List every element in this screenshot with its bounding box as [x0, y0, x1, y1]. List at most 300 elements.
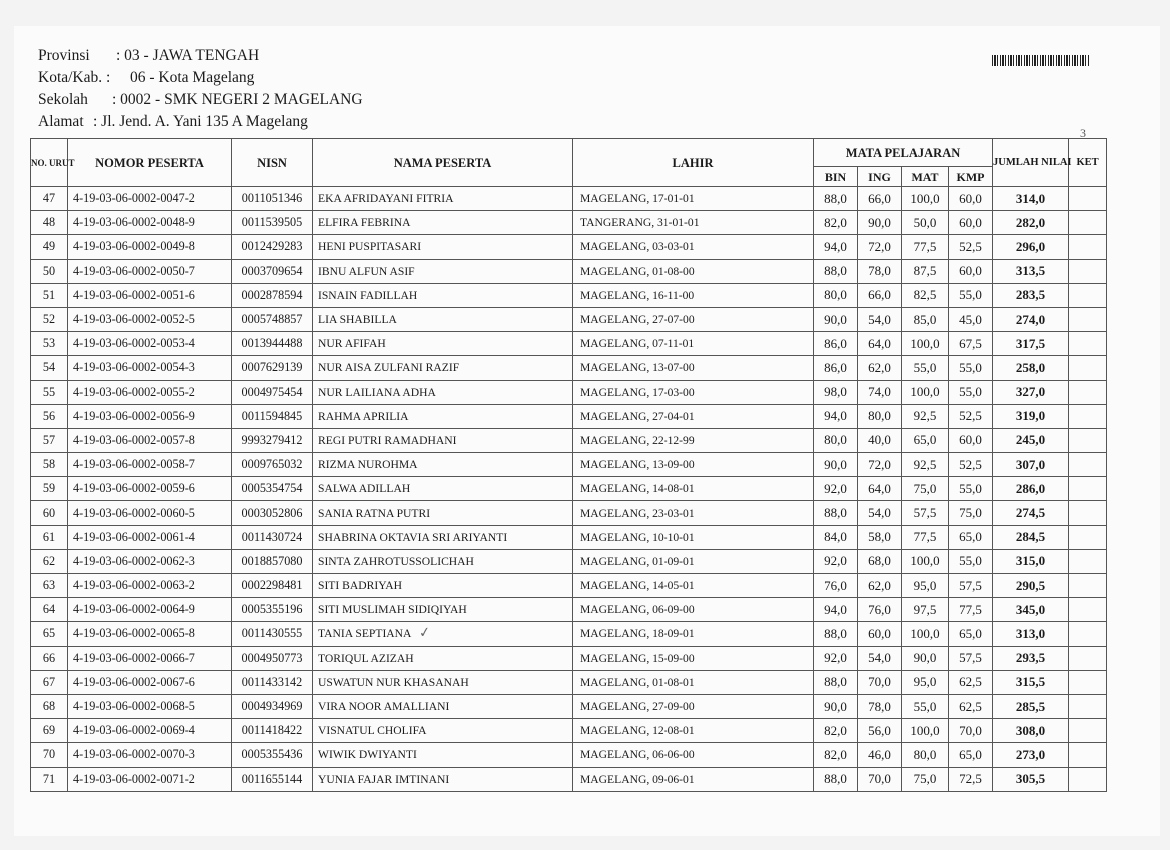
kmp-score-cell: [949, 767, 993, 791]
table-row: [31, 453, 1107, 477]
bin-score-cell: [814, 694, 858, 718]
kmp-score-cell: [949, 501, 993, 525]
lahir-cell: [573, 356, 814, 380]
ing-score-cell-text: 64,0: [868, 335, 891, 351]
bin-score-cell-text: 88,0: [824, 190, 847, 206]
lahir-cell: [573, 235, 814, 259]
jumlah-nilai-cell-text: 274,5: [1015, 505, 1046, 521]
mat-score-cell: [902, 235, 949, 259]
ing-score-cell: [858, 719, 902, 743]
table-row: [31, 380, 1107, 404]
ing-score-cell-text: 54,0: [868, 650, 891, 666]
nomor-peserta-cell-text: 4-19-03-06-0002-0069-4: [73, 723, 195, 738]
ing-score-cell: [858, 356, 902, 380]
no-urut-cell-text: 52: [42, 312, 56, 327]
bin-score-cell-text: 88,0: [824, 625, 847, 641]
nisn-cell: [232, 477, 313, 501]
lahir-cell: [573, 525, 814, 549]
no-urut-cell-text: 70: [42, 747, 56, 762]
jumlah-nilai-cell: [993, 670, 1069, 694]
no-urut-cell: [31, 259, 68, 283]
ing-score-cell: [858, 670, 902, 694]
ket-cell: [1069, 380, 1107, 404]
jumlah-nilai-cell: [993, 380, 1069, 404]
nisn-cell-text: 0012429283: [241, 239, 303, 254]
kmp-score-cell: [949, 211, 993, 235]
nama-cell: [313, 356, 573, 380]
table-row: [31, 549, 1107, 573]
mat-score-cell-text: 90,0: [913, 650, 937, 666]
col-ket: KET: [1069, 139, 1107, 187]
nama-cell: [313, 404, 573, 428]
lahir-cell-text: MAGELANG, 01-09-01: [580, 554, 695, 568]
ket-cell: [1069, 549, 1107, 573]
jumlah-nilai-cell-text: 305,5: [1015, 771, 1046, 787]
ket-cell: [1069, 501, 1107, 525]
lahir-cell-text: MAGELANG, 13-07-00: [580, 361, 695, 375]
jumlah-nilai-cell: [993, 622, 1069, 646]
nisn-cell: [232, 283, 313, 307]
mat-score-cell-text: 80,0: [913, 746, 937, 762]
mat-score-cell-text: 55,0: [913, 359, 937, 375]
nama-cell-text: NUR AISA ZULFANI RAZIF: [318, 361, 460, 375]
ing-score-cell: [858, 307, 902, 331]
table-row: [31, 259, 1107, 283]
ing-score-cell-text: 70,0: [868, 771, 891, 787]
ket-cell: [1069, 670, 1107, 694]
table-row: [31, 767, 1107, 791]
kmp-score-cell: [949, 719, 993, 743]
table-row: [31, 670, 1107, 694]
lahir-cell-text: MAGELANG, 18-09-01: [580, 627, 695, 641]
bin-score-cell-text: 82,0: [824, 722, 847, 738]
nama-cell: [313, 187, 573, 211]
mat-score-cell: [902, 574, 949, 598]
nama-cell-text: TORIQUL AZIZAH: [318, 651, 414, 665]
jumlah-nilai-cell: [993, 332, 1069, 356]
nama-cell-text: LIA SHABILLA: [318, 313, 397, 327]
kmp-score-cell-text: 55,0: [959, 359, 982, 375]
ing-score-cell: [858, 428, 902, 452]
jumlah-nilai-cell: [993, 428, 1069, 452]
kmp-score-cell: [949, 694, 993, 718]
ing-score-cell: [858, 549, 902, 573]
bin-score-cell: [814, 211, 858, 235]
no-urut-cell: [31, 598, 68, 622]
ket-cell: [1069, 477, 1107, 501]
nisn-cell-text: 0005748857: [241, 312, 303, 327]
col-mata-pelajaran: MATA PELAJARAN: [814, 139, 993, 167]
nisn-cell-text: 0011539505: [241, 215, 303, 230]
nisn-cell-text: 0011433142: [241, 674, 303, 689]
ing-score-cell: [858, 332, 902, 356]
jumlah-nilai-cell: [993, 694, 1069, 718]
ing-score-cell-text: 90,0: [868, 214, 891, 230]
jumlah-nilai-cell: [993, 598, 1069, 622]
lahir-cell: [573, 549, 814, 573]
kmp-score-cell: [949, 743, 993, 767]
no-urut-cell-text: 71: [42, 771, 56, 786]
nisn-cell: [232, 622, 313, 646]
nisn-cell: [232, 235, 313, 259]
ing-score-cell-text: 56,0: [868, 722, 891, 738]
nama-cell: [313, 574, 573, 598]
table-row: [31, 743, 1107, 767]
no-urut-cell: [31, 404, 68, 428]
table-row: [31, 211, 1107, 235]
nomor-peserta-cell: [68, 574, 232, 598]
lahir-cell: [573, 332, 814, 356]
no-urut-cell: [31, 549, 68, 573]
ing-score-cell: [858, 574, 902, 598]
nisn-cell-text: 0011594845: [241, 408, 303, 423]
jumlah-nilai-cell-text: 283,5: [1015, 287, 1046, 303]
mat-score-cell: [902, 598, 949, 622]
mat-score-cell-text: 100,0: [910, 722, 940, 738]
kmp-score-cell-text: 75,0: [959, 505, 982, 521]
bin-score-cell: [814, 235, 858, 259]
bin-score-cell: [814, 428, 858, 452]
kmp-score-cell: [949, 622, 993, 646]
nomor-peserta-cell: [68, 501, 232, 525]
kmp-score-cell-text: 62,5: [959, 698, 982, 714]
nomor-peserta-cell: [68, 598, 232, 622]
nisn-cell: [232, 356, 313, 380]
ket-cell: [1069, 453, 1107, 477]
mat-score-cell-text: 100,0: [910, 625, 940, 641]
kmp-score-cell-text: 45,0: [959, 311, 982, 327]
jumlah-nilai-cell: [993, 719, 1069, 743]
mat-score-cell: [902, 622, 949, 646]
kmp-score-cell-text: 70,0: [959, 722, 982, 738]
jumlah-nilai-cell-text: 285,5: [1015, 698, 1046, 714]
jumlah-nilai-cell-text: 308,0: [1015, 722, 1046, 738]
ket-cell: [1069, 332, 1107, 356]
table-row: [31, 332, 1107, 356]
bin-score-cell-text: 88,0: [824, 674, 847, 690]
nomor-peserta-cell: [68, 307, 232, 331]
ing-score-cell-text: 54,0: [868, 505, 891, 521]
nomor-peserta-cell-text: 4-19-03-06-0002-0051-6: [73, 287, 195, 302]
kmp-score-cell: [949, 549, 993, 573]
no-urut-cell-text: 58: [42, 457, 56, 472]
lahir-cell: [573, 283, 814, 307]
no-urut-cell: [31, 453, 68, 477]
nomor-peserta-cell-text: 4-19-03-06-0002-0070-3: [73, 747, 195, 762]
ing-score-cell: [858, 187, 902, 211]
col-no-urut: NO. URUT: [31, 139, 68, 187]
mat-score-cell-text: 100,0: [910, 384, 940, 400]
mat-score-cell-text: 75,0: [913, 771, 937, 787]
kmp-score-cell-text: 62,5: [959, 674, 982, 690]
kmp-score-cell: [949, 356, 993, 380]
bin-score-cell: [814, 356, 858, 380]
provinsi-value: : 03 - JAWA TENGAH: [116, 47, 260, 64]
bin-score-cell: [814, 646, 858, 670]
mat-score-cell-text: 100,0: [910, 553, 940, 569]
kmp-score-cell-text: 65,0: [959, 625, 982, 641]
col-mat: MAT: [902, 167, 949, 187]
nomor-peserta-cell-text: 4-19-03-06-0002-0053-4: [73, 336, 195, 351]
bin-score-cell-text: 82,0: [824, 746, 847, 762]
lahir-cell-text: MAGELANG, 14-05-01: [580, 579, 695, 593]
nama-cell: [313, 501, 573, 525]
jumlah-nilai-cell-text: 274,0: [1015, 311, 1046, 327]
kmp-score-cell: [949, 404, 993, 428]
bin-score-cell-text: 92,0: [824, 553, 847, 569]
lahir-cell: [573, 767, 814, 791]
nisn-cell-text: 0004950773: [241, 650, 303, 665]
mat-score-cell: [902, 404, 949, 428]
mat-score-cell: [902, 332, 949, 356]
jumlah-nilai-cell: [993, 259, 1069, 283]
ket-cell: [1069, 211, 1107, 235]
nama-cell-text: RAHMA APRILIA: [318, 409, 409, 423]
nisn-cell-text: 0018857080: [241, 553, 303, 568]
jumlah-nilai-cell: [993, 501, 1069, 525]
mat-score-cell-text: 75,0: [913, 480, 937, 496]
lahir-cell-text: TANGERANG, 31-01-01: [580, 216, 700, 230]
mat-score-cell: [902, 501, 949, 525]
kmp-score-cell: [949, 332, 993, 356]
nomor-peserta-cell-text: 4-19-03-06-0002-0054-3: [73, 360, 195, 375]
kmp-score-cell-text: 52,5: [959, 238, 982, 254]
jumlah-nilai-cell: [993, 453, 1069, 477]
jumlah-nilai-cell-text: 327,0: [1015, 384, 1046, 400]
lahir-cell: [573, 211, 814, 235]
jumlah-nilai-cell: [993, 525, 1069, 549]
lahir-cell-text: MAGELANG, 27-04-01: [580, 409, 695, 423]
ket-cell: [1069, 428, 1107, 452]
nama-cell-text: NUR LAILIANA ADHA: [318, 385, 436, 399]
bin-score-cell: [814, 767, 858, 791]
ing-score-cell-text: 60,0: [868, 625, 891, 641]
ket-cell: [1069, 622, 1107, 646]
bin-score-cell-text: 88,0: [824, 771, 847, 787]
mat-score-cell: [902, 428, 949, 452]
nama-cell: [313, 283, 573, 307]
col-nama-peserta: NAMA PESERTA: [313, 139, 573, 187]
kmp-score-cell-text: 57,5: [959, 577, 982, 593]
nama-cell-text: SALWA ADILLAH: [318, 482, 411, 496]
nisn-cell-text: 0011430724: [241, 529, 303, 544]
table-row: [31, 574, 1107, 598]
nama-cell-text: SANIA RATNA PUTRI: [318, 506, 431, 520]
bin-score-cell: [814, 307, 858, 331]
mat-score-cell: [902, 694, 949, 718]
no-urut-cell-text: 50: [42, 263, 56, 278]
kmp-score-cell: [949, 283, 993, 307]
lahir-cell: [573, 404, 814, 428]
ket-cell: [1069, 404, 1107, 428]
nomor-peserta-cell: [68, 525, 232, 549]
nisn-cell-text: 0002878594: [241, 287, 303, 302]
lahir-cell: [573, 187, 814, 211]
nomor-peserta-cell-text: 4-19-03-06-0002-0049-8: [73, 239, 195, 254]
jumlah-nilai-cell: [993, 235, 1069, 259]
col-jumlah-nilai: JUMLAH NILAI: [993, 139, 1069, 187]
table-row: [31, 622, 1107, 646]
kmp-score-cell-text: 60,0: [959, 432, 982, 448]
bin-score-cell: [814, 477, 858, 501]
jumlah-nilai-cell-text: 284,5: [1015, 529, 1046, 545]
ket-cell: [1069, 574, 1107, 598]
nisn-cell: [232, 670, 313, 694]
lahir-cell-text: MAGELANG, 10-10-01: [580, 530, 695, 544]
mat-score-cell-text: 87,5: [913, 263, 937, 279]
nomor-peserta-cell: [68, 719, 232, 743]
nama-cell: [313, 211, 573, 235]
jumlah-nilai-cell-text: 313,5: [1015, 263, 1046, 279]
nisn-cell: [232, 404, 313, 428]
mat-score-cell-text: 95,0: [913, 674, 937, 690]
nisn-cell-text: 0004975454: [241, 384, 303, 399]
nama-cell: [313, 380, 573, 404]
no-urut-cell: [31, 670, 68, 694]
mat-score-cell: [902, 743, 949, 767]
nama-cell-text: YUNIA FAJAR IMTINANI: [318, 772, 450, 786]
nisn-cell-text: 0009765032: [241, 457, 303, 472]
nama-cell-text: SHABRINA OKTAVIA SRI ARIYANTI: [318, 530, 508, 544]
no-urut-cell: [31, 719, 68, 743]
col-kmp: KMP: [949, 167, 993, 187]
mat-score-cell: [902, 525, 949, 549]
mat-score-cell-text: 92,5: [913, 456, 937, 472]
nama-cell-text: HENI PUSPITASARI: [318, 240, 422, 254]
bin-score-cell-text: 82,0: [824, 214, 847, 230]
jumlah-nilai-cell-text: 315,5: [1015, 674, 1046, 690]
ing-score-cell-text: 74,0: [868, 384, 891, 400]
nomor-peserta-cell-text: 4-19-03-06-0002-0064-9: [73, 602, 195, 617]
table-row: [31, 428, 1107, 452]
jumlah-nilai-cell: [993, 187, 1069, 211]
jumlah-nilai-cell-text: 290,5: [1015, 577, 1046, 593]
nomor-peserta-cell-text: 4-19-03-06-0002-0068-5: [73, 699, 195, 714]
kmp-score-cell-text: 77,5: [959, 601, 982, 617]
mat-score-cell-text: 100,0: [910, 335, 940, 351]
jumlah-nilai-cell-text: 296,0: [1015, 238, 1046, 254]
nama-cell: [313, 259, 573, 283]
jumlah-nilai-cell: [993, 646, 1069, 670]
kmp-score-cell: [949, 574, 993, 598]
lahir-cell-text: MAGELANG, 12-08-01: [580, 724, 695, 738]
mat-score-cell: [902, 767, 949, 791]
nama-cell-text: ELFIRA FEBRINA: [318, 216, 411, 230]
bin-score-cell-text: 90,0: [824, 311, 847, 327]
ing-score-cell: [858, 453, 902, 477]
kmp-score-cell-text: 55,0: [959, 480, 982, 496]
col-ing: ING: [858, 167, 902, 187]
no-urut-cell: [31, 235, 68, 259]
score-table: [30, 138, 1107, 792]
no-urut-cell: [31, 525, 68, 549]
kmp-score-cell-text: 57,5: [959, 650, 982, 666]
bin-score-cell-text: 80,0: [824, 432, 847, 448]
mat-score-cell: [902, 453, 949, 477]
nama-cell: [313, 598, 573, 622]
nomor-peserta-cell-text: 4-19-03-06-0002-0057-8: [73, 432, 195, 447]
bin-score-cell: [814, 743, 858, 767]
nisn-cell: [232, 187, 313, 211]
nama-cell: [313, 622, 573, 646]
no-urut-cell-text: 69: [42, 723, 56, 738]
jumlah-nilai-cell-text: 314,0: [1015, 190, 1046, 206]
kmp-score-cell-text: 55,0: [959, 287, 982, 303]
kmp-score-cell-text: 60,0: [959, 214, 982, 230]
mat-score-cell: [902, 670, 949, 694]
nomor-peserta-cell: [68, 187, 232, 211]
nama-cell-text: IBNU ALFUN ASIF: [318, 264, 415, 278]
kmp-score-cell: [949, 477, 993, 501]
lahir-cell: [573, 646, 814, 670]
ing-score-cell-text: 62,0: [868, 577, 891, 593]
nama-cell-text: WIWIK DWIYANTI: [318, 748, 417, 762]
bin-score-cell: [814, 380, 858, 404]
no-urut-cell-text: 63: [42, 578, 56, 593]
no-urut-cell: [31, 380, 68, 404]
no-urut-cell-text: 51: [42, 287, 56, 302]
mat-score-cell-text: 92,5: [913, 408, 937, 424]
nomor-peserta-cell-text: 4-19-03-06-0002-0067-6: [73, 674, 195, 689]
kmp-score-cell: [949, 380, 993, 404]
jumlah-nilai-cell-text: 286,0: [1015, 480, 1046, 496]
nisn-cell: [232, 598, 313, 622]
nama-cell: [313, 453, 573, 477]
kmp-score-cell: [949, 453, 993, 477]
nisn-cell-text: 0007629139: [241, 360, 303, 375]
sekolah-line: [38, 89, 363, 111]
ing-score-cell: [858, 380, 902, 404]
jumlah-nilai-cell-text: 317,5: [1015, 335, 1046, 351]
nomor-peserta-cell: [68, 332, 232, 356]
table-row: [31, 501, 1107, 525]
ing-score-cell-text: 72,0: [868, 238, 891, 254]
bin-score-cell: [814, 719, 858, 743]
jumlah-nilai-cell-text: 282,0: [1015, 214, 1046, 230]
ing-score-cell: [858, 404, 902, 428]
nomor-peserta-cell: [68, 670, 232, 694]
jumlah-nilai-cell-text: 313,0: [1015, 625, 1046, 641]
ing-score-cell-text: 46,0: [868, 746, 891, 762]
nomor-peserta-cell-text: 4-19-03-06-0002-0050-7: [73, 263, 195, 278]
lahir-cell: [573, 259, 814, 283]
provinsi-line: [38, 45, 363, 67]
lahir-cell: [573, 307, 814, 331]
nisn-cell: [232, 574, 313, 598]
kota-value: 06 - Kota Magelang: [130, 69, 255, 86]
bin-score-cell-text: 86,0: [824, 335, 847, 351]
kota-line: [38, 67, 363, 89]
mat-score-cell-text: 77,5: [913, 238, 937, 254]
kmp-score-cell: [949, 307, 993, 331]
nisn-cell: [232, 694, 313, 718]
lahir-cell-text: MAGELANG, 06-06-00: [580, 748, 695, 762]
nisn-cell-text: 0005355436: [241, 747, 303, 762]
nomor-peserta-cell-text: 4-19-03-06-0002-0047-2: [73, 191, 195, 206]
ing-score-cell-text: 80,0: [868, 408, 891, 424]
table-row: [31, 356, 1107, 380]
no-urut-cell-text: 60: [42, 505, 56, 520]
ing-score-cell: [858, 622, 902, 646]
mat-score-cell: [902, 477, 949, 501]
ing-score-cell: [858, 501, 902, 525]
ket-cell: [1069, 743, 1107, 767]
table-row: [31, 404, 1107, 428]
nomor-peserta-cell-text: 4-19-03-06-0002-0063-2: [73, 578, 195, 593]
ing-score-cell: [858, 767, 902, 791]
no-urut-cell-text: 56: [42, 408, 56, 423]
nisn-cell: [232, 501, 313, 525]
